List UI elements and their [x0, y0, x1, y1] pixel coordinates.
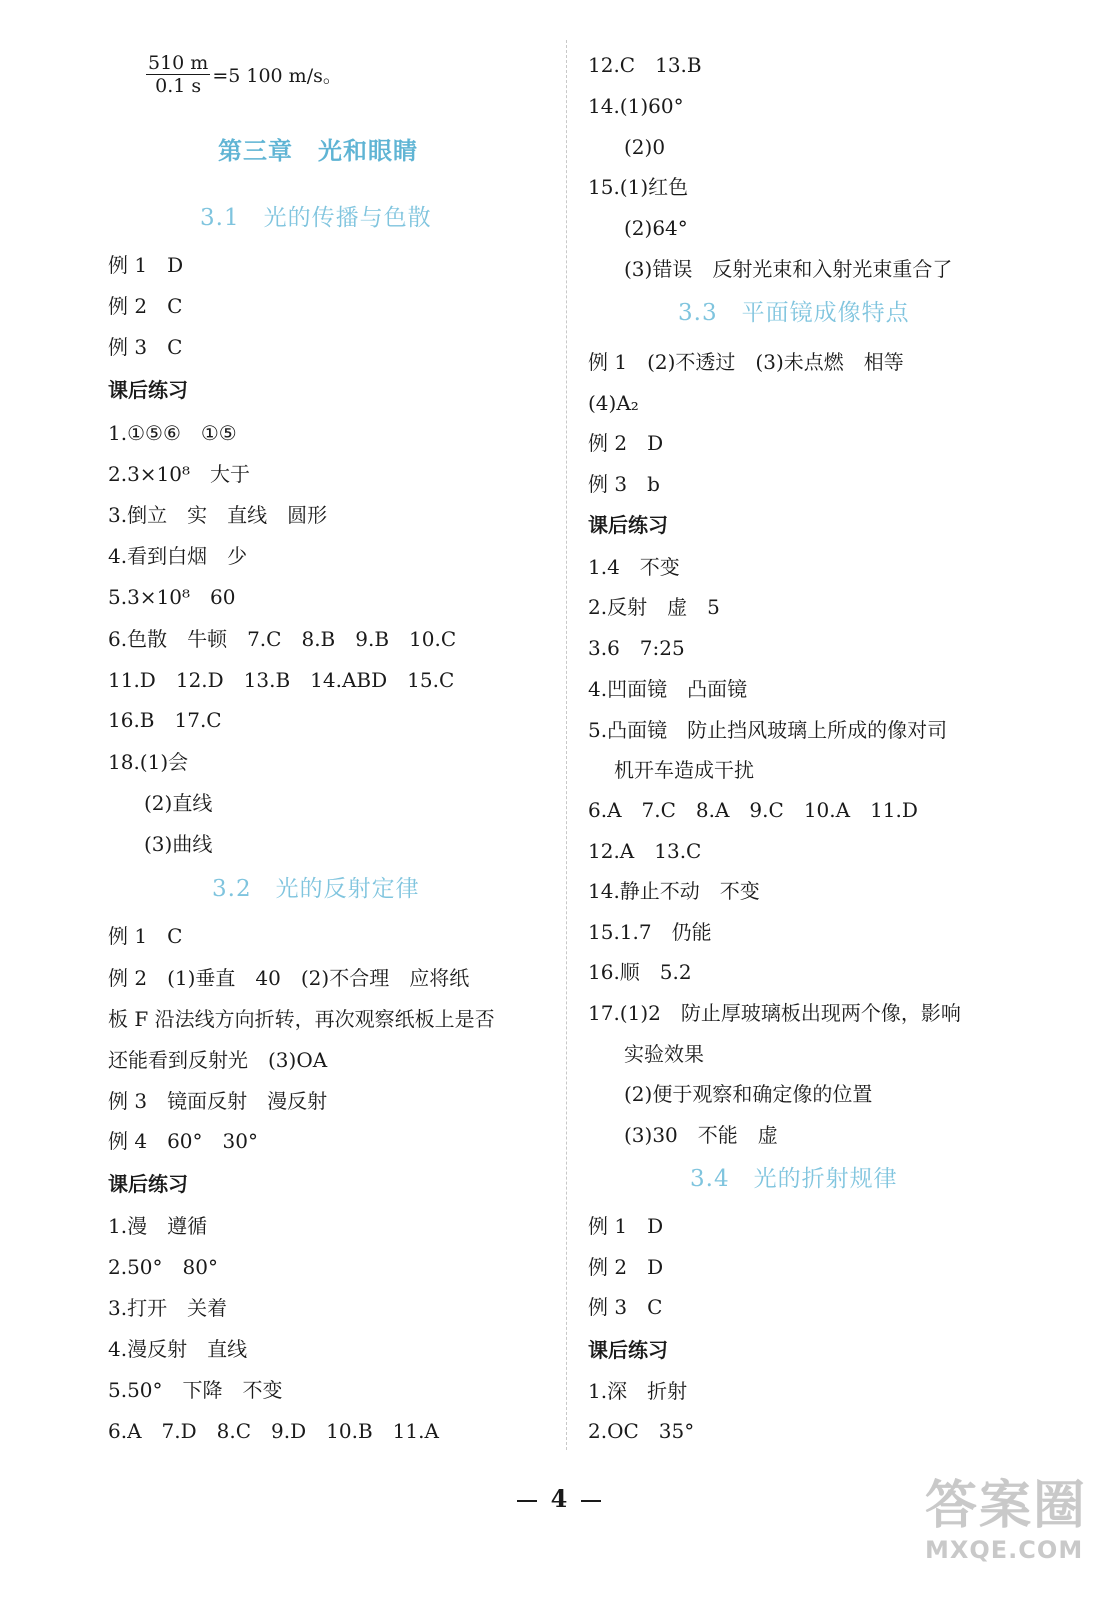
sec33-example-line: 例 1 (2)不透过 (3)未点燃 相等	[588, 350, 904, 374]
answer-line: (3)错误 反射光束和入射光束重合了	[624, 257, 953, 281]
sec32-answer-line: 5.50° 下降 不变	[108, 1378, 283, 1402]
sec33-answer-line: 1.4 不变	[588, 555, 680, 579]
sec31-answer-line: 3.倒立 实 直线 圆形	[108, 503, 328, 527]
sec31-answer-line: 1.①⑤⑥ ①⑤	[108, 421, 237, 445]
sec34-answer-line: 2.OC 35°	[588, 1419, 695, 1443]
sec34-example-line: 例 2 D	[588, 1255, 664, 1279]
sec33-answer-line: 15.1.7 仍能	[588, 920, 712, 944]
sec32-answer-line: 6.A 7.D 8.C 9.D 10.B 11.A	[108, 1419, 439, 1443]
sec34-answer-line: 1.深 折射	[588, 1379, 688, 1403]
section-3-4-title: 3.4 光的折射规律	[690, 1166, 898, 1192]
answer-line: 12.C 13.B	[588, 53, 702, 77]
answer-line: 14.(1)60°	[588, 94, 684, 118]
sec32-answer-line: 3.打开 关着	[108, 1296, 228, 1320]
section-3-3-title: 3.3 平面镜成像特点	[678, 300, 910, 326]
sec33-example-line: 例 3 b	[588, 472, 660, 496]
sec33-answer-line: 12.A 13.C	[588, 839, 702, 863]
sec31-answer-line: 6.色散 牛顿 7.C 8.B 9.B 10.C	[108, 627, 457, 651]
answer-line: (2)0	[624, 135, 666, 159]
sec31-answer-line: 4.看到白烟 少	[108, 544, 248, 568]
sec32-example-4: 例 4 60° 30°	[108, 1129, 258, 1153]
sec33-answer-line: 5.凸面镜 防止挡风玻璃上所成的像对司	[588, 718, 948, 742]
sec33-answer-line: 实验效果	[624, 1042, 704, 1066]
sec33-answer-line: 2.反射 虚 5	[588, 595, 720, 619]
sec33-example-line: 例 2 D	[588, 431, 664, 455]
sec32-example-3: 例 3 镜面反射 漫反射	[108, 1089, 328, 1113]
sec32-example-2-line: 板 F 沿法线方向折转，再次观察纸板上是否	[108, 1007, 495, 1031]
sec31-answer-line: 5.3×10⁸ 60	[108, 585, 236, 609]
sec32-example-2-line: 例 2 (1)垂直 40 (2)不合理 应将纸	[108, 966, 470, 990]
sec33-answer-line: 6.A 7.C 8.A 9.C 10.A 11.D	[588, 798, 918, 822]
sec31-answer-line: (2)直线	[144, 791, 213, 815]
sec33-example-line: (4)A₂	[588, 391, 639, 415]
sec32-answer-line: 1.漫 遵循	[108, 1214, 208, 1238]
sec32-example-2-line: 还能看到反射光 (3)OA	[108, 1048, 328, 1072]
sec33-answer-line: 17.(1)2 防止厚玻璃板出现两个像，影响	[588, 1001, 961, 1025]
section-3-2-title: 3.2 光的反射定律	[212, 876, 420, 902]
sec31-example-3: 例 3 C	[108, 335, 183, 359]
sec33-practice-heading: 课后练习	[588, 513, 668, 537]
sec33-answer-line: 14.静止不动 不变	[588, 879, 760, 903]
fraction-numerator: 510 m	[148, 52, 209, 74]
sec32-answer-line: 4.漫反射 直线	[108, 1337, 248, 1361]
sec32-answer-line: 2.50° 80°	[108, 1255, 218, 1279]
sec33-answer-line: (2)便于观察和确定像的位置	[624, 1082, 873, 1106]
sec31-answer-line: (3)曲线	[144, 832, 213, 856]
sec34-example-line: 例 1 D	[588, 1214, 664, 1238]
watermark-url: MXQE.COM	[925, 1536, 1084, 1564]
section-3-1-title: 3.1 光的传播与色散	[200, 205, 432, 231]
sec32-example-1: 例 1 C	[108, 924, 183, 948]
column-divider	[566, 40, 567, 1450]
sec31-example-1: 例 1 D	[108, 253, 184, 277]
page-number-value: 4	[550, 1484, 568, 1513]
speed-formula	[146, 52, 342, 97]
sec33-answer-line: 4.凹面镜 凸面镜	[588, 677, 748, 701]
sec33-answer-line: 机开车造成干扰	[614, 758, 754, 782]
fraction-result: =5 100 m/s。	[212, 65, 342, 87]
watermark-logo: 答案圈	[925, 1476, 1088, 1536]
sec34-practice-heading: 课后练习	[588, 1338, 668, 1362]
sec31-answer-line: 2.3×10⁸ 大于	[108, 462, 251, 486]
watermark	[925, 1476, 1105, 1586]
sec33-answer-line: (3)30 不能 虚	[624, 1123, 778, 1147]
sec33-answer-line: 3.6 7:25	[588, 636, 685, 660]
sec32-practice-heading: 课后练习	[108, 1172, 188, 1196]
sec31-practice-heading: 课后练习	[108, 378, 188, 402]
sec31-answer-line: 11.D 12.D 13.B 14.ABD 15.C	[108, 668, 455, 692]
sec33-answer-line: 16.顺 5.2	[588, 960, 692, 984]
sec31-answer-line: 18.(1)会	[108, 750, 189, 774]
answer-line: 15.(1)红色	[588, 175, 689, 199]
answer-line: (2)64°	[624, 216, 688, 240]
chapter-title: 第三章 光和眼睛	[218, 136, 418, 165]
sec31-example-2: 例 2 C	[108, 294, 183, 318]
sec34-example-line: 例 3 C	[588, 1295, 663, 1319]
fraction-denominator: 0.1 s	[155, 75, 202, 97]
sec31-answer-line: 16.B 17.C	[108, 708, 222, 732]
